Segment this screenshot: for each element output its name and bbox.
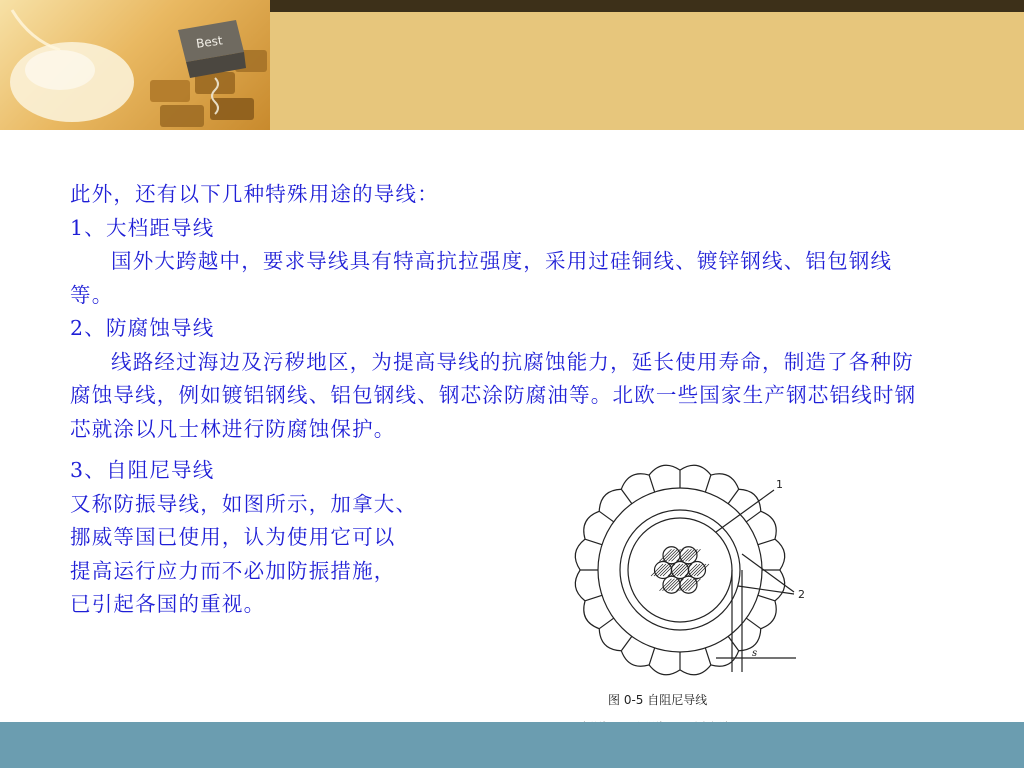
outer-strand	[680, 665, 711, 675]
figure-label-2: 2	[798, 588, 805, 601]
section3-line: 提高运行应力而不必加防振措施，	[70, 558, 396, 583]
outer-strand	[775, 570, 785, 601]
header-band	[270, 12, 1024, 130]
core-hatch	[666, 549, 678, 561]
section3	[70, 454, 540, 622]
outer-strand	[649, 465, 680, 475]
outer-strand	[621, 651, 649, 666]
footer-band	[0, 722, 1024, 768]
core-hatch	[697, 564, 709, 576]
strand-divider	[758, 539, 775, 545]
core-hatch	[660, 549, 672, 561]
core-hatch	[657, 564, 669, 576]
strand-divider	[621, 636, 631, 650]
best-key	[178, 20, 246, 78]
core-hatch	[683, 579, 695, 591]
figure-label-s: s	[752, 648, 758, 659]
strand-divider	[728, 636, 738, 650]
figure-label-1: 1	[776, 478, 783, 491]
core-hatch	[683, 549, 695, 561]
outer-strand	[584, 511, 599, 539]
strand-divider	[649, 475, 655, 492]
core-hatch	[691, 564, 703, 576]
outer-strand	[711, 474, 739, 489]
top-dark-rule	[270, 0, 1024, 12]
conductor-figure	[556, 462, 832, 742]
outer-strand	[599, 629, 621, 651]
outer-strand	[761, 511, 776, 539]
figure-caption: 图 0-5 自阻尼导线	[608, 693, 708, 707]
outer-strand	[599, 489, 621, 511]
core-hatch	[666, 579, 678, 591]
strand-divider	[746, 511, 760, 521]
leader-line-1	[716, 490, 774, 532]
core-hatch	[651, 564, 663, 576]
section3-line: 挪威等国已使用，认为使用它可以	[70, 525, 396, 549]
best-key-label: Best	[195, 33, 224, 51]
leader-line-2b	[738, 586, 794, 594]
core-hatch	[689, 549, 701, 561]
strand-divider	[621, 489, 631, 503]
section1-title: 1、大档距导线	[70, 215, 215, 240]
header-photo	[0, 0, 270, 130]
strand-divider	[758, 595, 775, 601]
core-hatch	[660, 579, 672, 591]
outer-strand	[761, 601, 776, 629]
strand-divider	[599, 511, 613, 521]
strand-divider	[649, 648, 655, 665]
intro-text: 此外，还有以下几种特殊用途的导线：	[70, 182, 439, 206]
core-hatch	[674, 564, 686, 576]
leader-line-2a	[742, 554, 794, 592]
section2-title: 2、防腐蚀导线	[70, 316, 215, 340]
section3-title: 3、自阻尼导线	[70, 458, 215, 482]
section2-body: 线路经过海边及污秽地区，为提高导线的抗腐蚀能力，延长使用寿命，制造了各种防腐蚀导线，例如镀铝钢线、铝包钢线、钢芯涂防腐油等。北欧一些国家生产钢芯铝线时钢芯就涂以凡士林进行防腐蚀保护。	[70, 349, 917, 441]
strand-divider	[728, 489, 738, 503]
core-hatch	[689, 579, 701, 591]
outer-strand	[775, 539, 785, 570]
core-strands	[651, 547, 709, 593]
strand-divider	[746, 618, 760, 628]
strand-divider	[585, 595, 602, 601]
section1-body: 国外大跨越中，要求导线具有特高抗拉强度，采用过硅铜线、镀锌钢线、铝包钢线等。	[70, 249, 893, 307]
outer-strand	[584, 601, 599, 629]
strand-divider	[585, 539, 602, 545]
outer-strand	[575, 539, 585, 570]
strand-divider	[599, 618, 613, 628]
outer-strand	[680, 465, 711, 475]
strand-divider	[705, 475, 711, 492]
section3-line: 已引起各国的重视。	[70, 592, 266, 616]
strand-divider	[705, 648, 711, 665]
outer-strand	[649, 665, 680, 675]
outer-strand	[621, 474, 649, 489]
outer-strand	[575, 570, 585, 601]
section3-line: 又称防振导线，如图所示，加拿大、	[70, 491, 418, 516]
